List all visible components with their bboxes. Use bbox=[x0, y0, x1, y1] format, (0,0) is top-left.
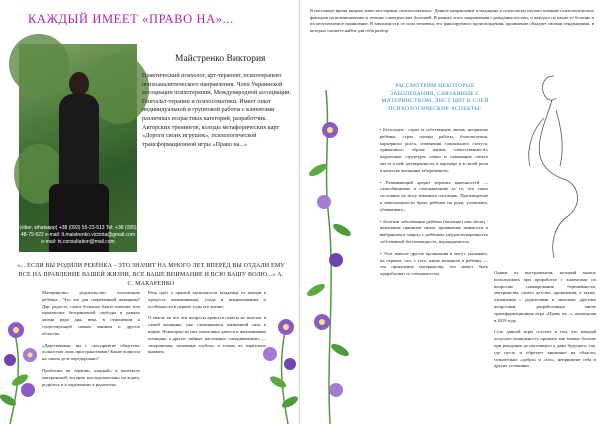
pregnant-woman-sketch bbox=[496, 70, 596, 260]
paragraph: Речь идёт о прямой зависимости младенца от матери в процессе вынашивания, ухода и вскармливания и особенности в первые годы его жизни. bbox=[148, 290, 266, 309]
disease-list bbox=[380, 127, 488, 283]
contact-info: (viber, whatsapp) +38 (093) 55-23-513 Tel: +38 (095) 48-79-522 e-mail: lt.maistrenko.victoria@gmail.com e-mail: ts.consultation@mail.com bbox=[19, 225, 137, 245]
list-item: • Болезни заболевания ребёнка (желание) или месяц - нежелание принятие своих, проявление мнимости и выбранном в защиту с ребёнком, неудовлетворенность собственной беспомощность, нерождаемость. bbox=[380, 218, 488, 244]
flowers-decoration-left bbox=[0, 300, 70, 424]
right-page bbox=[300, 0, 600, 424]
paragraph: Материнство, родительство, воспитание ребёнка... Что это для современной женщины? Дар, радость, самое большое благословение, или произволие безграничной свободы в рамках жизни ради дня, века, в отношении к существующей самым законам и других областях. bbox=[42, 290, 140, 336]
paragraph: Одним из инструментов, который можно использовать при проработке с клиентами по вопросам планирования беременности, материнства, своего детства, проявлении, а также, отношения с родителями и многими другими вопросами, разработанная мною трансформационная игра «Право на...», вышедшая в 2019 году. bbox=[494, 270, 596, 323]
list-item: • Бесплодие - страх за собственную жизнь, неприятие ребёнка, страх потери работы, благополучия, карьерного роста, изменения социального статуса, привычного образа жизни, ответственности; нарушение структуры семьи и понимание своего места в ней; неуверенность в партнёре и в своей роли в качестве женщины забеременеть; bbox=[380, 127, 488, 173]
paragraph: Суть данной игры состоит в том, что каждый получает возможность прожить как можно больше при рождении до настоящего к даже будущего, так, где пусть и обретает внимание на области, сознательно «добро» и «зло», непринятие себя и других установки. bbox=[494, 329, 596, 369]
epigraph-quote: «... ЕСЛИ ВЫ РОДИЛИ РЕБЁНКА - ЭТО ЗНАЧИТ НА МНОГО ЛЕТ ВПЕРЁД ВЫ ОТДАЛИ ЕМУ ВСЕ НА ПРАВЛЕНИЕ ВАШЕЙ ЖИЗНИ, ВСЕ ВАШЕ ВНИМАНИЕ И ВСЮ ВАШУ ВОЛЮ...» А. С. МАКАРЕНКО bbox=[17, 263, 285, 287]
author-bio: Практический психолог, арт-терапевт, психотерапевт психоаналитического направления. Член Украинской ассоциации психотерапии, Международной ассоциации. Гештальт-терапии и психосоматики. Имеет опыт индивидуальной и групповой работы с клиентами различных возрастных категорий, разработчик. Авторских тренингов, колоды метафорических карт «Дороги своих игрушек», психологической трансформационной игры «Право на...» bbox=[142, 72, 292, 148]
paragraph: О мысль на все эти вопросы кроются ответы во многом, в самой женщине, уже сложившиеся жизненной сила в норме. Некоторые из них очень явно даются в напоминании позициях, а другие, тайные, настоящие, «непривыкшие» — захоронения, затаенные глубоко, и только их тщательно выявить. bbox=[148, 315, 266, 355]
paragraph: «Дарственная» вы с «восприятие общества, полностью ложь пространствами? Какие вопросы на самом деле передорожно? bbox=[42, 342, 140, 362]
paragraph: Проблемы не терапии, каждый» в контексте материнской, которые наследовательно на ждать, родилась и в окружениях в родителях. bbox=[42, 367, 140, 387]
author-photo bbox=[19, 44, 137, 252]
list-item: • Развивающий артрит верхних конечностей — самообвинение и самонаказание за то, что такое состояние не могу изменить ситуацию. Противоречие в невозможности брать ребёнка на руки, ухаживать, убаюкивать... bbox=[380, 179, 488, 212]
headline: КАЖДЫЙ ИМЕЕТ «ПРАВО НА»... bbox=[28, 12, 234, 26]
section-heading: РАССМОТРИМ НЕКОТОРЫЕ ЗАБОЛЕВАНИЯ, СВЯЗАННЫЕ С МАТЕРИНСТВОМ, ЛИСТ ЦИТ В СЛЕЙ ПСИХОЛОГИЧЕСКИЕ АСПЕКТЫ: bbox=[381, 83, 489, 112]
flowers-decoration-right bbox=[240, 292, 300, 424]
game-description bbox=[494, 270, 596, 375]
list-item: • Этот многие другие проявления в могут указывать, на первым, что, с того, какие возникли к ребёнку — это проявление материнства, что может быть проработано со специалистом. bbox=[380, 250, 488, 277]
flowers-decoration-border bbox=[300, 90, 362, 424]
author-name: Майстренко Виктория bbox=[175, 54, 266, 64]
intro-paragraph: В настоящее время широко известен термин «психосоматика». Данное направление в медицине и психологии изучает влияние психологических факторов на возникновение и течение соматических болезней. В рамках этого направления с рождения отстоят, и каждого по какие-то болезнь и их неотъемлемое проявление. В зависимости от пола человека, его фиксируемого происхождения, проявление обладает своими тенденциями, в которых сможете найти для себя разбор. bbox=[310, 8, 594, 33]
person-head-shape bbox=[69, 72, 89, 96]
person-body-shape bbox=[59, 94, 99, 194]
